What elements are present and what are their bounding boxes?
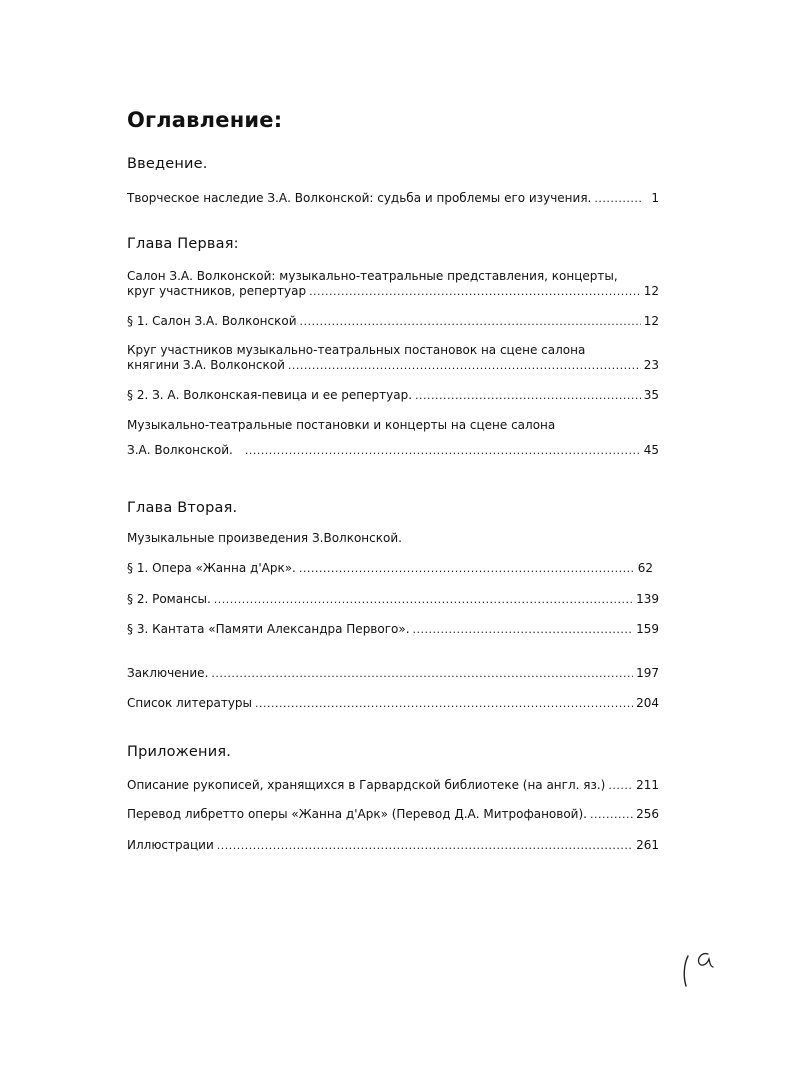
dot-leader [245, 443, 641, 458]
toc-entry-title: § 2. З. А. Волконская-певица и ее репертуар. [127, 388, 413, 402]
toc-entry-title: § 1. Опера «Жанна д'Арк». [127, 561, 296, 575]
dot-leader [217, 838, 633, 853]
toc-entry-page: 62 [637, 561, 653, 575]
toc-entry-title: Заключение. [127, 666, 209, 680]
toc-entry-page: 159 [636, 622, 659, 636]
toc-entry-title: § 1. Салон З.А. Волконской [127, 314, 297, 328]
dot-leader [309, 284, 641, 299]
toc-entry-page: 211 [636, 778, 659, 792]
toc-entry-page: 256 [636, 807, 659, 821]
toc-entry-ch2-3 [127, 622, 659, 637]
toc-entry-ch1-4 [127, 388, 659, 403]
toc-entry-title-line1: Круг участников музыкально-театральных постановок на сцене салона [127, 343, 586, 357]
toc-entry-ch1-2 [127, 314, 659, 329]
toc-entry-page: 35 [643, 388, 659, 402]
toc-entry-title-line2: круг участников, репертуар [127, 284, 307, 298]
introduction-heading: Введение. [127, 156, 208, 172]
toc-entry-page: 1 [651, 191, 659, 205]
dot-leader [300, 314, 641, 329]
toc-entry-page: 12 [643, 284, 659, 298]
toc-entry-page: 261 [636, 838, 659, 852]
toc-entry-title: § 3. Кантата «Памяти Александра Первого». [127, 622, 410, 636]
toc-entry-page: 204 [636, 696, 659, 710]
toc-entry-ch2-2 [127, 592, 659, 607]
chapter1-heading: Глава Первая: [127, 236, 239, 252]
dot-leader [608, 778, 633, 793]
toc-entry-title-line1: Салон З.А. Волконской: музыкально-театральные представления, концерты, [127, 269, 618, 283]
toc-entry-title: Иллюстрации [127, 838, 214, 852]
toc-entry-ch1-5 [127, 443, 659, 458]
toc-entry-bibliography [127, 696, 659, 711]
dot-leader [590, 807, 633, 822]
toc-entry-title: Описание рукописей, хранящихся в Гарвардской библиотеке (на англ. яз.) [127, 778, 606, 792]
toc-entry-appendix-3 [127, 838, 659, 853]
toc-entry-appendix-1 [127, 778, 659, 793]
toc-entry-ch2-1 [127, 561, 653, 576]
dot-leader [299, 561, 635, 576]
toc-entry-ch1-1 [127, 284, 659, 299]
toc-entry-title: § 2. Романсы. [127, 592, 211, 606]
toc-entry-page: 45 [643, 443, 659, 457]
dot-leader [288, 358, 641, 373]
page-title: Оглавление: [127, 108, 283, 132]
dot-leader [255, 696, 633, 711]
chapter2-subheading: Музыкальные произведения З.Волконской. [127, 531, 402, 545]
toc-entry-title: Перевод либретто оперы «Жанна д'Арк» (Перевод Д.А. Митрофановой). [127, 807, 587, 821]
handwritten-page-mark [680, 946, 720, 992]
dot-leader [413, 622, 634, 637]
dot-leader [214, 592, 633, 607]
toc-entry-intro [127, 191, 659, 206]
toc-entry-ch1-3 [127, 358, 659, 373]
toc-entry-title-line2: княгини З.А. Волконской [127, 358, 285, 372]
dot-leader [594, 191, 642, 206]
dot-leader [415, 388, 641, 403]
toc-entry-title: Творческое наследие З.А. Волконской: судьба и проблемы его изучения. [127, 191, 592, 205]
toc-entry-title-line1: Музыкально-театральные постановки и концерты на сцене салона [127, 418, 556, 432]
toc-entry-conclusion [127, 666, 659, 681]
dot-leader [211, 666, 633, 681]
toc-entry-page: 139 [636, 592, 659, 606]
toc-entry-page: 197 [636, 666, 659, 680]
toc-entry-appendix-2 [127, 807, 659, 822]
chapter2-heading: Глава Вторая. [127, 500, 238, 516]
appendices-heading: Приложения. [127, 744, 232, 760]
toc-entry-page: 12 [643, 314, 659, 328]
toc-entry-title: Список литературы [127, 696, 253, 710]
toc-entry-page: 23 [643, 358, 659, 372]
toc-entry-title-line2: З.А. Волконской. [127, 443, 233, 457]
